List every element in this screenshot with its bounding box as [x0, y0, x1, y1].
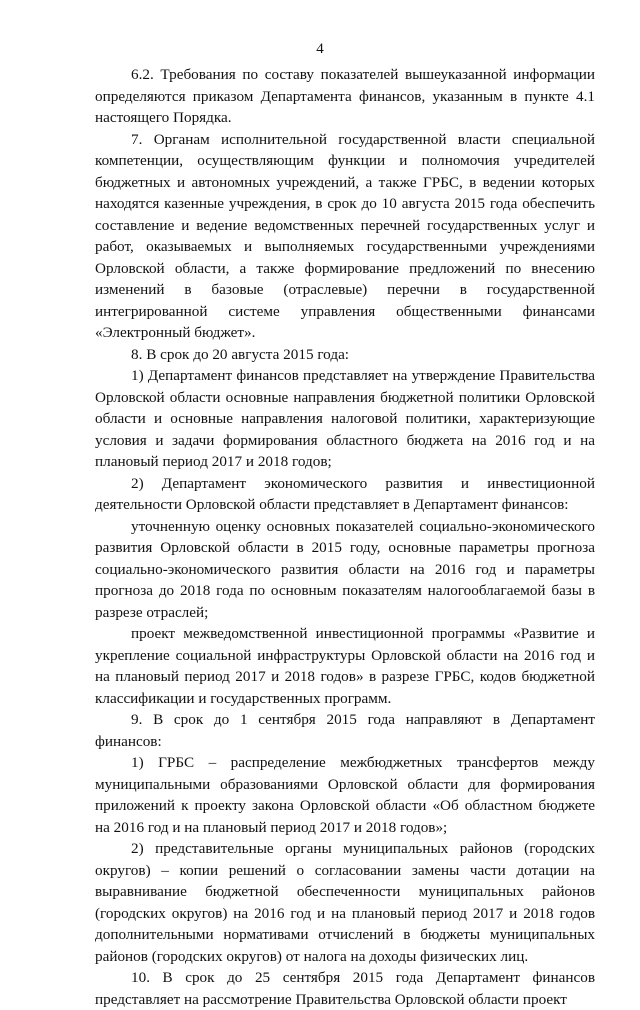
paragraph-8-2: 2) Департамент экономического развития и инвестиционной деятельности Орловской области представляет в Департамент финансов: — [95, 474, 595, 513]
paragraph-8-1: 1) Департамент финансов представляет на утверждение Правительства Орловской области основные направления бюджетной политики Орловской области и основные направления налоговой политики, характеризующие условия и задачи формирования областного бюджета на 2016 год и на плановый период 2017 и 2018 годов; — [95, 367, 595, 470]
paragraph-9: 9. В срок до 1 сентября 2015 года направляют в Департамент финансов: — [95, 711, 595, 750]
paragraph-8: 8. В срок до 20 августа 2015 года: — [131, 345, 350, 363]
page-number: 4 — [316, 41, 324, 57]
paragraph-9-1: 1) ГРБС – распределение межбюджетных трансфертов между муниципальными образованиями Орловской области для формирования приложений к проекту закона Орловской области «Об областном бюджете на 2016 год и на плановый период 2017 и 2018 годов»; — [95, 754, 595, 836]
paragraph-8-2-estimate: уточненную оценку основных показателей социально-экономического развития Орловской области в 2015 году, основные параметры прогноза социально-экономического развития области на 2016 год и параметры прогноза до 2018 года по основным показателям налогооблагаемой базы в разрезе отраслей; — [95, 517, 595, 621]
paragraph-6-2: 6.2. Требования по составу показателей вышеуказанной информации определяются приказом Департамента финансов, указанным в пункте 4.1 настоящего Порядка. — [95, 66, 595, 126]
paragraph-10: 10. В срок до 25 сентября 2015 года Департамент финансов представляет на рассмотрение Правительства Орловской области проект — [95, 969, 595, 1008]
paragraph-8-2-program: проект межведомственной инвестиционной программы «Развитие и укрепление социальной инфраструктуры Орловской области на 2016 год и на плановый период 2017 и 2018 годов» в разрезе ГРБС, кодов бюджетной классификации и государственных программ. — [95, 625, 595, 707]
document-body — [95, 64, 595, 1010]
paragraph-7: 7. Органам исполнительной государственной власти специальной компетенции, осуществляющим функции и полномочия учредителей бюджетных и автономных учреждений, а также ГРБС, в ведении которых находятся казенные учреждения, в срок до 10 августа 2015 года обеспечить составление и ведение ведомственных перечней государственных услуг и работ, оказываемых и выполняемых государственными учреждениями Орловской области, а также формирование предложений по внесению изменений в базовые (отраслевые) перечни в государственной интегрированной системе управления общественными финансами «Электронный бюджет». — [95, 130, 595, 341]
paragraph-9-2: 2) представительные органы муниципальных районов (городских округов) – копии решений о согласовании замены части дотации на выравнивание бюджетной обеспеченности муниципальных районов (городских округов) на 2016 год и на плановый период 2017 и 2018 годов дополнительными нормативами отчислений в бюджеты муниципальных районов (городских округов) от налога на доходы физических лиц. — [95, 840, 595, 965]
